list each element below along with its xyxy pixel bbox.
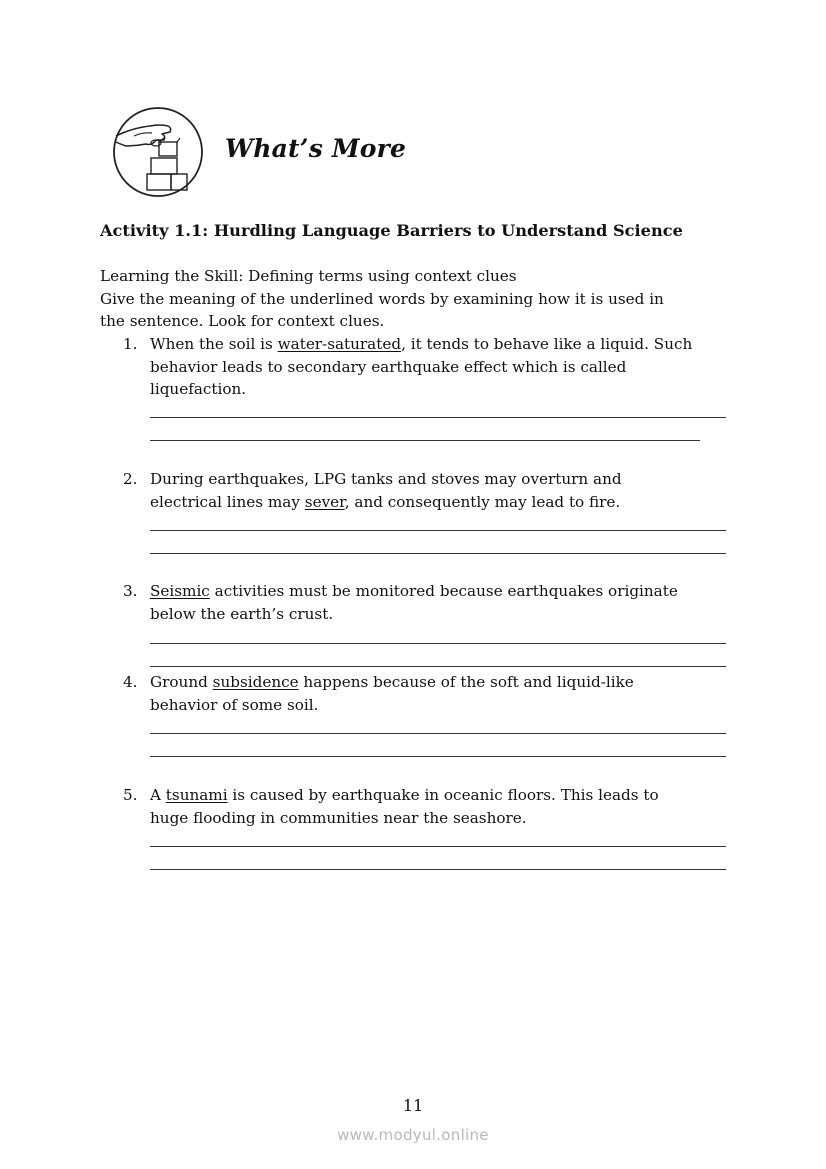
whats-more-hand-blocks-icon (112, 106, 204, 198)
underlined-term: subsidence (212, 673, 299, 691)
answer-line[interactable] (150, 846, 726, 847)
question-text: happens because of the soft and liquid-like (298, 673, 634, 691)
answer-line[interactable] (150, 553, 726, 554)
question-text: During earthquakes, LPG tanks and stoves may overturn and (150, 470, 622, 488)
instructions-line-1: Give the meaning of the underlined words by examining how it is used in (100, 290, 664, 308)
question-text: electrical lines may (150, 492, 305, 511)
question-text: huge flooding in communities near the seashore. (150, 808, 527, 827)
question-text: A (150, 786, 166, 804)
question-text: is caused by earthquake in oceanic floors. This leads to (227, 786, 659, 804)
question-number: 4. (123, 673, 138, 691)
section-heading: What’s More (225, 134, 407, 163)
answer-line[interactable] (150, 756, 726, 757)
question-text: When the soil is (150, 335, 278, 353)
underlined-term: sever (304, 492, 345, 511)
answer-line[interactable] (150, 440, 700, 441)
instructions-line-2: the sentence. Look for context clues. (100, 312, 385, 330)
question-text: liquefaction. (150, 380, 247, 398)
answer-line[interactable] (150, 869, 726, 870)
question-text: Ground (150, 673, 213, 691)
answer-line[interactable] (150, 643, 726, 644)
question-text: , and consequently may lead to fire. (344, 492, 621, 511)
question-text: activities must be monitored because earthquakes originate (209, 582, 678, 600)
activity-title: Activity 1.1: Hurdling Language Barriers to Understand Science (100, 221, 683, 240)
answer-line[interactable] (150, 733, 726, 734)
answer-line[interactable] (150, 530, 726, 531)
page-number: 11 (402, 1096, 424, 1115)
answer-line[interactable] (150, 666, 726, 667)
underlined-term: tsunami (165, 786, 228, 804)
question-text: below the earth’s crust. (150, 604, 334, 623)
answer-line[interactable] (150, 417, 726, 418)
skill-line: Learning the Skill: Defining terms using context clues (100, 267, 517, 285)
question-text: behavior leads to secondary earthquake effect which is called (150, 357, 627, 376)
question-number: 3. (123, 582, 138, 600)
underlined-term: Seismic (150, 582, 210, 600)
question-number: 2. (123, 470, 138, 488)
watermark: www.modyul.online (337, 1126, 489, 1144)
question-text: behavior of some soil. (150, 695, 319, 714)
underlined-term: water-saturated (277, 335, 402, 353)
question-text: , it tends to behave like a liquid. Such (401, 335, 693, 353)
question-number: 5. (123, 786, 138, 804)
question-number: 1. (123, 335, 138, 353)
